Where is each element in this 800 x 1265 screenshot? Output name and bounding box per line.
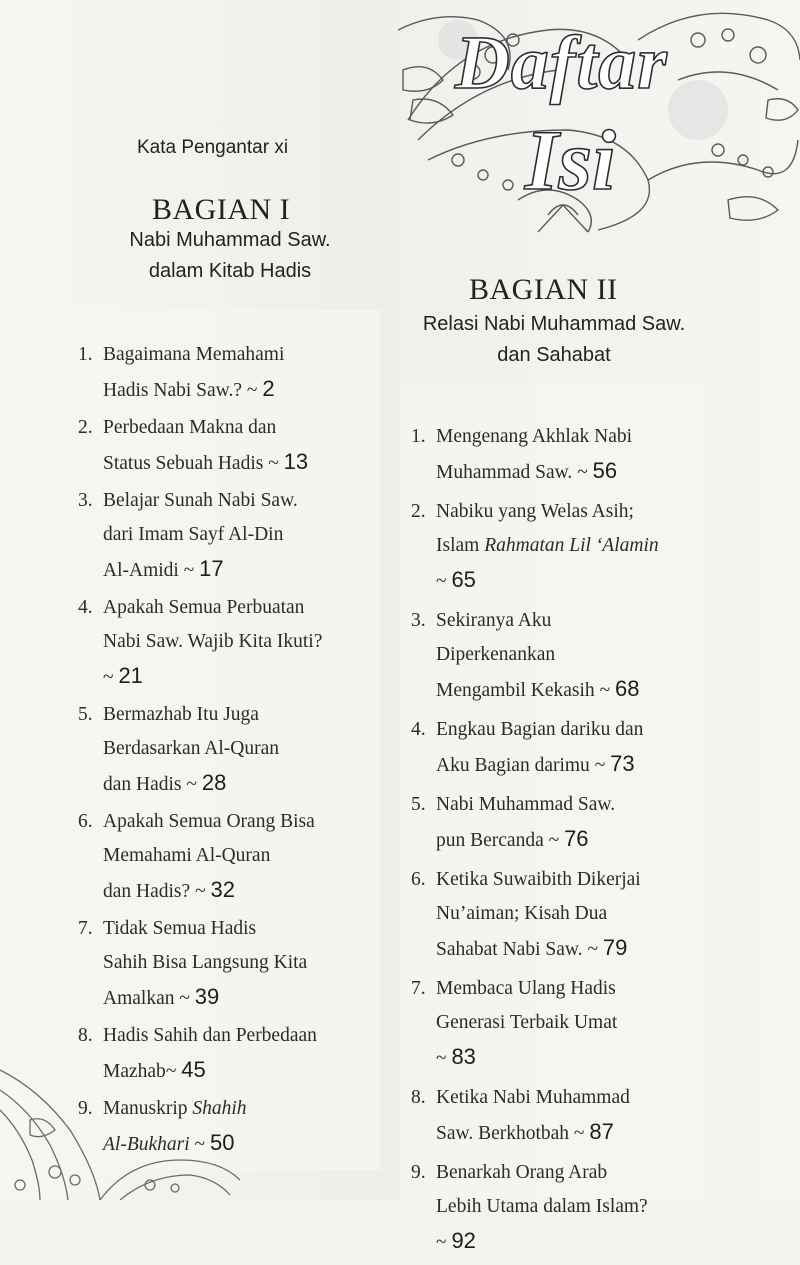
- tilde-separator: ~: [195, 881, 206, 902]
- part1-title: BAGIAN I: [152, 193, 291, 226]
- tilde-separator: ~: [246, 380, 258, 401]
- tilde-separator: ~: [548, 830, 560, 851]
- toc-item-line: Apakah Semua Perbuatan: [103, 597, 305, 618]
- toc-item-page: 21: [118, 663, 143, 688]
- toc-item-line: Berdasarkan Al-Quran: [103, 738, 279, 759]
- toc-item[interactable]: [411, 713, 711, 783]
- corner-ornament: [0, 1060, 240, 1200]
- toc-item-page: 56: [592, 458, 618, 483]
- toc-item-line: Benarkah Orang Arab: [436, 1162, 608, 1183]
- toc-item-number: 2.: [411, 501, 426, 522]
- toc-item[interactable]: [411, 420, 711, 490]
- toc-item[interactable]: [411, 1156, 711, 1260]
- toc-item-page: 50: [209, 1130, 235, 1155]
- toc-item-line: Hadis Nabi Saw.?: [103, 380, 247, 401]
- part1-subtitle-line2: dalam Kitab Hadis: [148, 260, 312, 282]
- toc-item[interactable]: [411, 788, 711, 858]
- toc-item-number: 4.: [78, 597, 93, 618]
- intro-page: xi: [274, 137, 289, 158]
- toc-item-line: Saw. Berkhotbah: [436, 1123, 574, 1144]
- toc-item-page: 32: [210, 877, 235, 902]
- toc-item-number: 6.: [411, 869, 426, 890]
- toc-item-line: Nabiku yang Welas Asih;: [436, 501, 634, 522]
- tilde-separator: ~: [436, 1232, 447, 1253]
- toc-item-number: 4.: [411, 719, 426, 740]
- toc-item-page: 39: [194, 984, 220, 1009]
- tilde-separator: ~: [577, 462, 588, 483]
- toc-item-line: pun Bercanda: [436, 830, 549, 851]
- toc-item-line: Al-Amidi: [103, 560, 184, 581]
- toc-item-line: Muhammad Saw.: [436, 462, 578, 483]
- tilde-separator: ~: [599, 680, 611, 701]
- toc-item-line: Aku Bagian darimu: [436, 755, 595, 776]
- toc-item-number: 8.: [411, 1087, 426, 1108]
- toc-item-line: Mengambil Kekasih: [436, 680, 600, 701]
- intro-entry: [137, 137, 288, 159]
- toc-item-number: 3.: [78, 490, 93, 511]
- toc-item-line: Amalkan: [103, 988, 180, 1009]
- toc-item-number: 7.: [78, 918, 93, 939]
- toc-part2: [411, 420, 711, 1265]
- toc-item-number: 5.: [78, 704, 93, 725]
- toc-item-number: 3.: [411, 610, 426, 631]
- toc-item[interactable]: [78, 484, 378, 588]
- toc-item-page: 17: [199, 556, 224, 581]
- toc-item-line: Sahabat Nabi Saw.: [436, 939, 588, 960]
- toc-item-line: Mengenang Akhlak Nabi: [436, 426, 633, 447]
- toc-item-page: 87: [589, 1119, 614, 1144]
- toc-item[interactable]: [411, 1081, 711, 1151]
- toc-item-line: dari Imam Sayf Al-Din: [103, 524, 284, 545]
- tilde-separator: ~: [268, 453, 279, 474]
- toc-item-line: Lebih Utama dalam Islam?: [436, 1196, 648, 1217]
- toc-item[interactable]: [78, 912, 378, 1016]
- part1-subtitle-line1: Nabi Muhammad Saw.: [129, 229, 331, 251]
- toc-item-line: Belajar Sunah Nabi Saw.: [103, 490, 298, 511]
- tilde-separator: ~: [436, 571, 447, 592]
- tilde-separator: ~: [194, 1134, 206, 1155]
- toc-item[interactable]: [411, 972, 711, 1076]
- toc-item-italic: Rahmatan Lil ‘Alamin: [484, 535, 659, 556]
- toc-item-page: 65: [451, 567, 476, 592]
- toc-item-number: 6.: [78, 811, 93, 832]
- toc-item-number: 9.: [411, 1162, 426, 1183]
- toc-item-line: Sahih Bisa Langsung Kita: [103, 952, 308, 973]
- title-isi: Isi: [525, 112, 616, 208]
- tilde-separator: ~: [587, 939, 599, 960]
- toc-item-page: 83: [451, 1044, 476, 1069]
- toc-item[interactable]: [78, 411, 378, 481]
- toc-item-line: Apakah Semua Orang Bisa: [103, 811, 315, 832]
- toc-item-line: Membaca Ulang Hadis: [436, 978, 616, 999]
- toc-item-line: Memahami Al-Quran: [103, 845, 271, 866]
- toc-item[interactable]: [411, 604, 711, 708]
- toc-item-line: Sekiranya Aku: [436, 610, 552, 631]
- tilde-separator: ~: [186, 774, 197, 795]
- intro-label: Kata Pengantar: [137, 137, 270, 158]
- part2-title: BAGIAN II: [469, 273, 618, 306]
- toc-item-italic: Shahih: [192, 1098, 247, 1119]
- toc-item-line: dan Hadis?: [103, 881, 196, 902]
- toc-item-page: 28: [201, 770, 227, 795]
- toc-item-page: 68: [615, 676, 640, 701]
- toc-item-line: Nu’aiman; Kisah Dua: [436, 903, 608, 924]
- toc-item-line: Al-Bukhari: [103, 1134, 195, 1155]
- toc-item-line: Engkau Bagian dariku dan: [436, 719, 644, 740]
- toc-item-line: Generasi Terbaik Umat: [436, 1012, 618, 1033]
- toc-part1: [78, 338, 378, 1165]
- part2-subtitle-line2: dan Sahabat: [497, 344, 611, 366]
- toc-item-number: 7.: [411, 978, 426, 999]
- toc-item-line: Bagaimana Memahami: [103, 344, 285, 365]
- tilde-separator: ~: [179, 988, 190, 1009]
- tilde-separator: ~: [103, 667, 114, 688]
- toc-item[interactable]: [78, 591, 378, 695]
- toc-item-line: Mazhab: [103, 1061, 166, 1082]
- toc-item[interactable]: [78, 805, 378, 909]
- toc-item-page: 13: [283, 449, 309, 474]
- toc-item-line: Ketika Nabi Muhammad: [436, 1087, 630, 1108]
- toc-item-page: 92: [451, 1228, 476, 1253]
- toc-item-number: 1.: [411, 426, 426, 447]
- toc-item-line: Islam: [436, 535, 485, 556]
- toc-item-line: Hadis Sahih dan Perbedaan: [103, 1025, 317, 1046]
- toc-item[interactable]: [78, 338, 378, 408]
- toc-item[interactable]: [411, 495, 711, 599]
- toc-item-line: Ketika Suwaibith Dikerjai: [436, 869, 641, 890]
- toc-item-page: 2: [262, 376, 275, 401]
- toc-item-line: dan Hadis: [103, 774, 187, 795]
- part2-subtitle-line1: Relasi Nabi Muhammad Saw.: [422, 313, 686, 335]
- toc-item-line: Diperkenankan: [436, 644, 556, 665]
- toc-item-line: Perbedaan Makna dan: [103, 417, 277, 438]
- toc-item-page: 79: [602, 935, 628, 960]
- tilde-separator: ~: [165, 1061, 177, 1082]
- toc-item-page: 73: [610, 751, 635, 776]
- toc-item-number: 8.: [78, 1025, 93, 1046]
- toc-item[interactable]: [411, 863, 711, 967]
- toc-item-line: Status Sebuah Hadis: [103, 453, 269, 474]
- toc-item-line: Nabi Saw. Wajib Kita Ikuti?: [103, 631, 323, 652]
- part2-subtitle: [395, 309, 713, 371]
- toc-item-number: 2.: [78, 417, 93, 438]
- toc-item-page: 45: [181, 1057, 206, 1082]
- toc-item-line: Manuskrip: [103, 1098, 193, 1119]
- tilde-separator: ~: [183, 560, 195, 581]
- part1-subtitle: [95, 225, 365, 287]
- toc-item[interactable]: [78, 698, 378, 802]
- toc-item-number: 1.: [78, 344, 93, 365]
- toc-item-line: Nabi Muhammad Saw.: [436, 794, 616, 815]
- toc-item-number: 9.: [78, 1098, 93, 1119]
- toc-item-line: Bermazhab Itu Juga: [103, 704, 259, 725]
- title-daftar: Daftar: [455, 21, 668, 105]
- toc-item-page: 76: [564, 826, 589, 851]
- tilde-separator: ~: [573, 1123, 585, 1144]
- toc-item-number: 5.: [411, 794, 426, 815]
- tilde-separator: ~: [436, 1048, 447, 1069]
- toc-item-line: Tidak Semua Hadis: [103, 918, 257, 939]
- tilde-separator: ~: [594, 755, 606, 776]
